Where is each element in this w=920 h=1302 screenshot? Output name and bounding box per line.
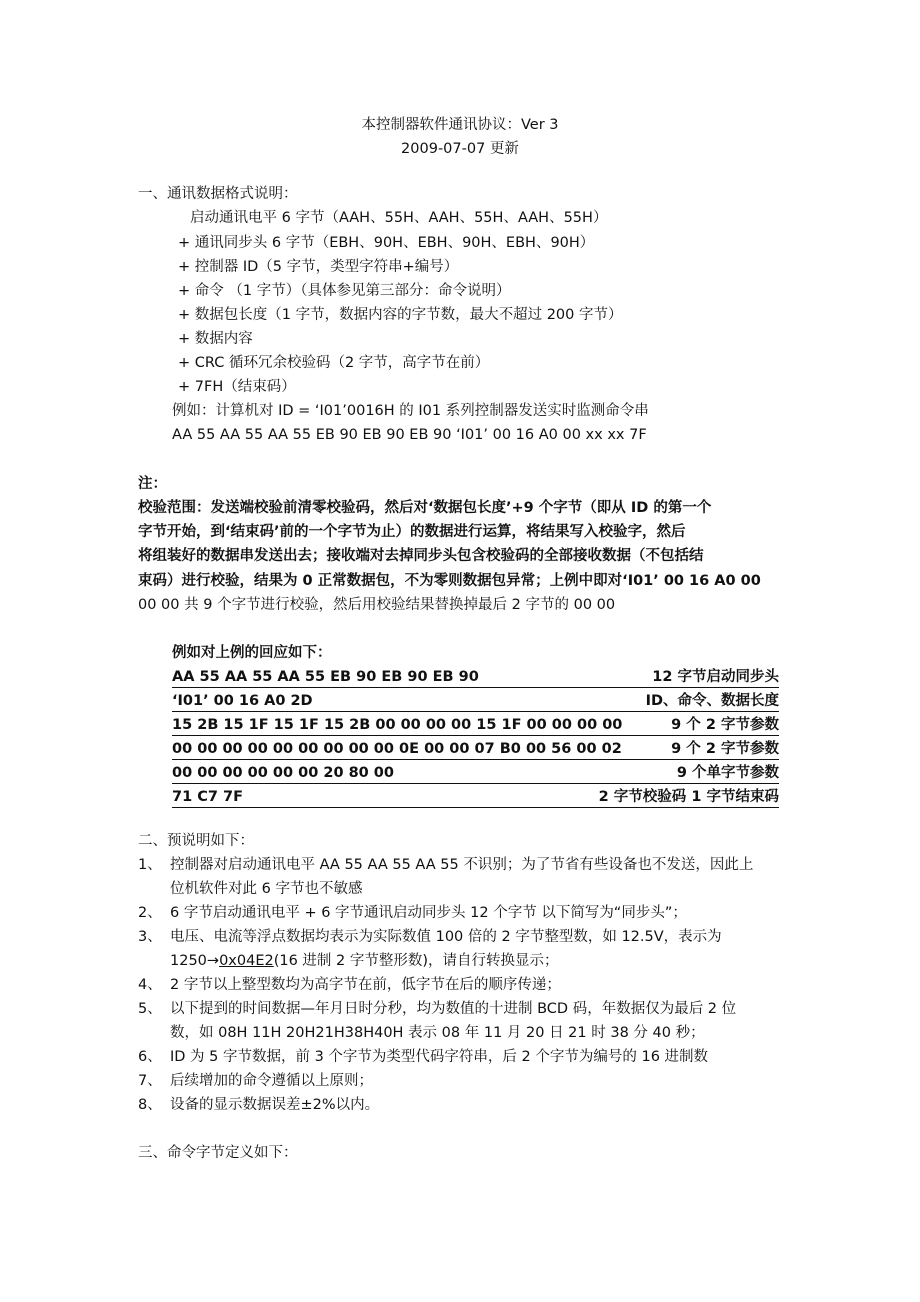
response-desc: 9 个 2 字节参数 bbox=[671, 741, 779, 757]
item-number: 4、 bbox=[138, 977, 162, 993]
item-text: 设备的显示数据误差±2%以内。 bbox=[170, 1097, 380, 1113]
item-text: ID 为 5 字节数据，前 3 个字节为类型代码字符串，后 2 个字节为编号的 16 进制数 bbox=[170, 1049, 709, 1065]
item-text: 位机软件对此 6 字节也不敏感 bbox=[170, 881, 363, 897]
response-hex: 15 2B 15 1F 15 1F 15 2B 00 00 00 00 15 1F 00 00 00 00 bbox=[172, 717, 623, 733]
example-hex: AA 55 AA 55 AA 55 EB 90 EB 90 EB 90 ‘I01’ 00 16 A0 00 xx xx 7F bbox=[172, 427, 647, 443]
doc-title: 本控制器软件通讯协议：Ver 3 bbox=[361, 117, 559, 133]
format-item: + 控制器 ID（5 字节，类型字符串+编号） bbox=[178, 259, 459, 275]
response-row bbox=[172, 787, 779, 808]
example-text: 例如：计算机对 ID = ‘I01’0016H 的 I01 系列控制器发送实时监测命令串 bbox=[172, 403, 649, 419]
response-row bbox=[172, 763, 779, 784]
format-item: + 7FH（结束码） bbox=[178, 379, 296, 395]
item-text: 控制器对启动通讯电平 AA 55 AA 55 AA 55 不识别；为了节省有些设备也不发送，因此上 bbox=[170, 857, 754, 873]
response-hex: 71 C7 7F bbox=[172, 789, 243, 805]
response-desc: 2 字节校验码 1 字节结束码 bbox=[598, 789, 779, 805]
item-text bbox=[170, 951, 559, 971]
format-item: + 数据包长度（1 字节，数据内容的字节数，最大不超过 200 字节） bbox=[178, 307, 623, 323]
doc-date: 2009-07-07 更新 bbox=[401, 141, 519, 157]
item-number: 6、 bbox=[138, 1049, 162, 1065]
item-text: 后续增加的命令遵循以上原则； bbox=[170, 1073, 373, 1089]
item-text: 数，如 08H 11H 20H21H38H40H 表示 08 年 11 月 20 日 21 时 38 分 40 秒； bbox=[170, 1025, 705, 1041]
item-number: 3、 bbox=[138, 929, 162, 945]
section1-heading: 一、通讯数据格式说明： bbox=[138, 186, 298, 202]
response-hex: ‘I01’ 00 16 A0 2D bbox=[172, 693, 313, 709]
format-item: + CRC 循环冗余校验码（2 字节，高字节在前） bbox=[178, 355, 490, 371]
format-item: 启动通讯电平 6 字节（AAH、55H、AAH、55H、AAH、55H） bbox=[190, 210, 608, 226]
note-line: 00 00 共 9 个字节进行校验，然后用校验结果替换掉最后 2 字节的 00 00 bbox=[138, 597, 616, 613]
response-desc: 9 个单字节参数 bbox=[676, 765, 779, 781]
item-number: 5、 bbox=[138, 1001, 162, 1017]
note-line: 校验范围：发送端校验前清零校验码，然后对‘数据包长度’+9 个字节（即从 ID 的第一个 bbox=[138, 500, 712, 516]
response-row bbox=[172, 667, 779, 688]
item-text: 以下提到的时间数据—年月日时分秒，均为数值的十进制 BCD 码，年数据仅为最后 2 位 bbox=[170, 1001, 737, 1017]
section3-heading: 三、命令字节定义如下： bbox=[138, 1145, 298, 1161]
item-text: 2 字节以上整型数均为高字节在前，低字节在后的顺序传递； bbox=[170, 977, 561, 993]
note-heading: 注： bbox=[138, 476, 167, 492]
response-hex: 00 00 00 00 00 00 20 80 00 bbox=[172, 765, 394, 781]
note-line: 字节开始，到‘结束码’前的一个字节为止）的数据进行运算，将结果写入校验字，然后 bbox=[138, 524, 686, 540]
response-hex: AA 55 AA 55 AA 55 EB 90 EB 90 EB 90 bbox=[172, 669, 479, 685]
hex-value-link[interactable]: 0x04E2 bbox=[219, 953, 274, 969]
format-item: + 通讯同步头 6 字节（EBH、90H、EBH、90H、EBH、90H） bbox=[178, 235, 595, 251]
format-item: + 数据内容 bbox=[178, 331, 253, 347]
note-line: 将组装好的数据串发送出去；接收端对去掉同步头包含校验码的全部接收数据（不包括结 bbox=[138, 548, 704, 564]
item-text-post: (16 进制 2 字节整形数)，请自行转换显示； bbox=[273, 953, 559, 969]
item-text: 电压、电流等浮点数据均表示为实际数值 100 倍的 2 字节整型数，如 12.5V，表示为 bbox=[170, 929, 722, 945]
response-desc: ID、命令、数据长度 bbox=[645, 693, 779, 709]
section2-heading: 二、预说明如下： bbox=[138, 833, 254, 849]
response-desc: 12 字节启动同步头 bbox=[652, 669, 779, 685]
item-number: 2、 bbox=[138, 905, 162, 921]
item-number: 1、 bbox=[138, 857, 162, 873]
item-text-pre: 1250→ bbox=[170, 953, 220, 969]
item-number: 8、 bbox=[138, 1097, 162, 1113]
response-desc: 9 个 2 字节参数 bbox=[671, 717, 779, 733]
response-row bbox=[172, 715, 779, 736]
response-row bbox=[172, 691, 779, 712]
response-hex: 00 00 00 00 00 00 00 00 00 0E 00 00 07 B0 00 56 00 02 bbox=[172, 741, 622, 757]
note-line: 束码）进行校验，结果为 0 正常数据包，不为零则数据包异常；上例中即对‘I01’ 00 16 A0 00 bbox=[138, 573, 761, 589]
format-item: + 命令 （1 字节）（具体参见第三部分：命令说明） bbox=[178, 283, 511, 299]
response-heading: 例如对上例的回应如下： bbox=[172, 645, 332, 661]
item-text: 6 字节启动通讯电平 + 6 字节通讯启动同步头 12 个字节 以下简写为“同步头”； bbox=[170, 905, 687, 921]
response-row bbox=[172, 739, 779, 760]
item-number: 7、 bbox=[138, 1073, 162, 1089]
